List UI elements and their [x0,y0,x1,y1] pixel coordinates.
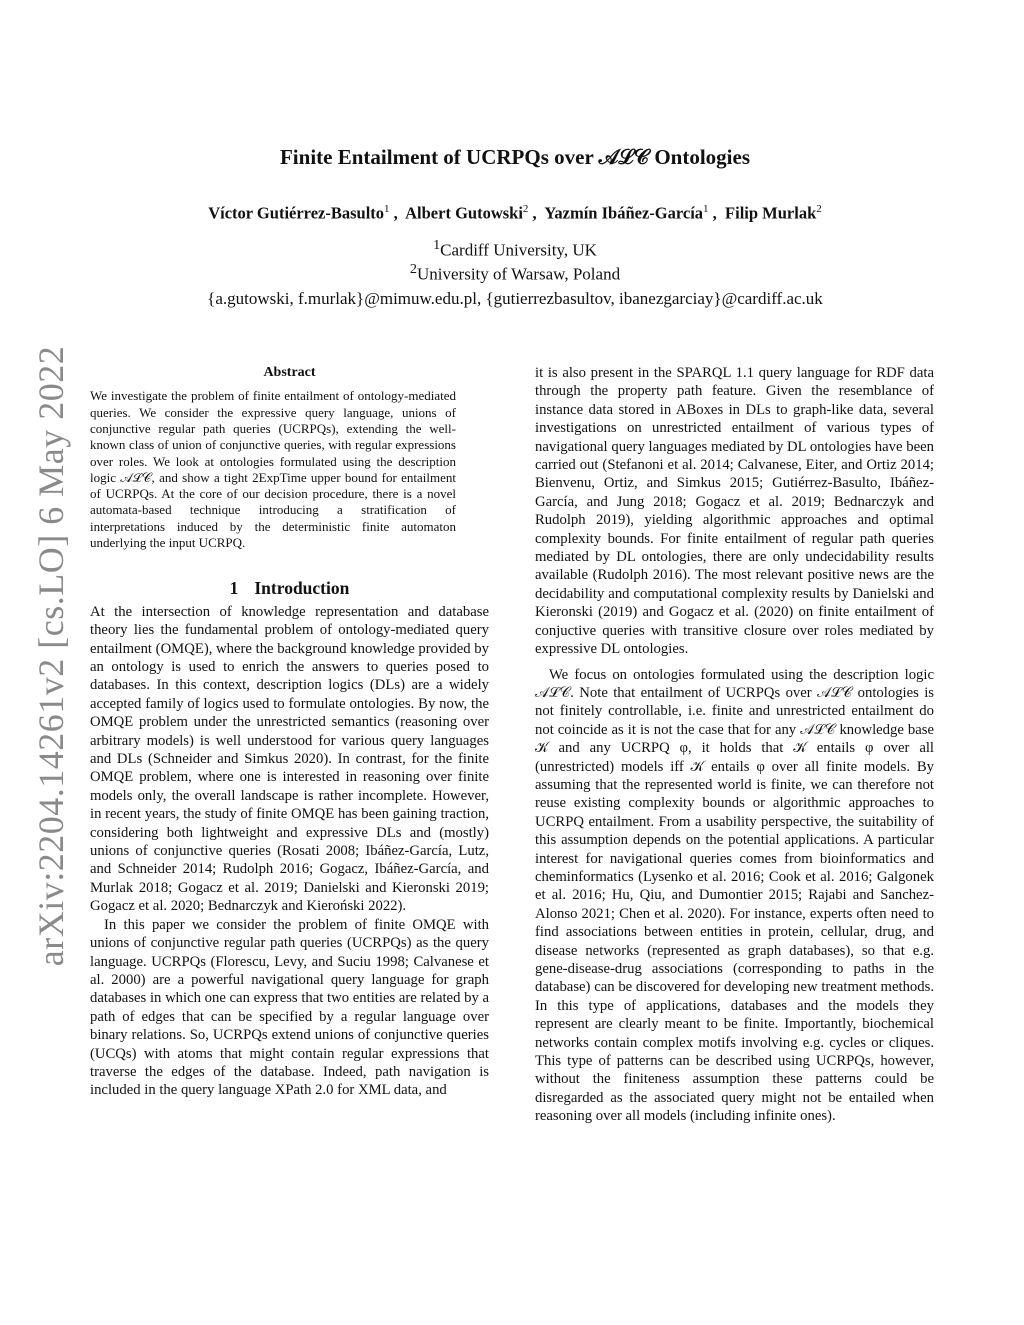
author-name: Víctor Gutiérrez-Basulto [208,203,385,223]
section-heading-introduction [90,579,489,597]
intro-paragraph-2: In this paper we consider the problem of finite OMQE with unions of conjunctive regular path queries (UCRPQs) as the query language. UCRPQs (Florescu, Levy, and Suciu 1998; Calvanese et al. 2000) are a powerful navigational query language for graph databases in which one can express that two entities are related by a path of edges that can be specified by a regular language over binary relations. So, UCRPQs extend unions of conjunctive queries (UCQs) with atoms that might contain regular expressions that traverse the edges of the database. Indeed, path navigation is included in the query language XPath 2.0 for XML data, and [90,916,489,1099]
affiliation-2 [90,257,940,287]
paper-title: Finite Entailment of UCRPQs over 𝒜ℒ𝒞 Ontologies [279,145,751,169]
section-number: 1 [229,578,239,599]
author-emails: {a.gutowski, f.murlak}@mimuw.edu.pl, {gutierrezbasultov, ibanezgarciay}@cardiff.ac.uk [207,289,823,308]
affil-text: Cardiff University, UK [440,240,597,260]
author-affil-mark: 1 [384,203,390,215]
abstract-text: We investigate the problem of finite entailment of ontology-mediated queries. We consider the expressive query language, unions of conjunctive regular path queries (UCRPQs), extending the well-known class of union of conjunctive queries, with regular expressions over roles. We look at ontologies formulated using the description logic 𝒜ℒ𝒞, and show a tight 2ExpTime upper bound for entailment of UCRPQs. At the core of our decision procedure, there is a novel automata-based technique introducing a stratification of interpretations induced by the deterministic finite automaton underlying the input UCRPQ. [90,388,456,551]
author-affil-mark: 2 [816,203,822,215]
left-column [90,364,489,1100]
arxiv-id-text: arXiv:2204.14261v2 [cs.LO] 6 May 2022 [31,345,72,967]
abstract-heading: Abstract [263,365,316,380]
section-title: Introduction [254,578,350,599]
intro-paragraph-1: At the intersection of knowledge representation and database theory lies the fundamental problem of ontology-mediated query entailment (OMQE), where the background knowledge provided by an ontology is used to enrich the answers to queries posed to databases. In this context, description logics (DLs) are a widely accepted family of logics used to formulate ontologies. By now, the OMQE problem under the unrestricted semantics (reasoning over arbitrary models) is well understood for various query languages and DLs (Schneider and Simkus 2020). In contrast, for the finite OMQE problem, where one is interested in reasoning over finite models only, the overall landscape is rather incomplete. However, in recent years, the study of finite OMQE has been gaining traction, considering both lightweight and expressive DLs and (mostly) unions of conjunctive queries (Rosati 2008; Ibáñez-García, Lutz, and Schneider 2014; Rudolph 2016; Gogacz, Ibáñez-García, and Murlak 2018; Gogacz et al. 2019; Danielski and Kieronski 2019; Gogacz et al. 2020; Bednarczyk and Kieroński 2022). [90,603,489,915]
intro-paragraph-3: it is also present in the SPARQL 1.1 query language for RDF data through the property path feature. Given the resemblance of instance data stored in ABoxes in DLs to graph-like data, several investigations on unrestricted entailment of various types of navigational query languages mediated by DL ontologies have been carried out (Stefanoni et al. 2014; Calvanese, Eiter, and Ortiz 2014; Bienvenu, Ortiz, and Simkus 2015; Gutiérrez-Basulto, Ibáñez-García, and Jung 2018; Gogacz et al. 2019; Bednarczyk and Rudolph 2019), yielding algorithmic approaches and optimal complexity bounds. For finite entailment of regular path queries mediated by DL ontologies, there are only undecidability results available (Rudolph 2016). The most relevant positive news are the decidability and computational complexity results by Danielski and Kieronski (2019) and Gogacz et al. (2020) on finite entailment of conjuctive queries with transitive closure over roles mediated by expressive DL ontologies. [535,365,934,658]
arxiv-identifier-sidebar [30,345,72,967]
author-affil-mark: 2 [522,203,529,215]
author-list: Víctor Gutiérrez-Basulto$^1$ , Albert Gutowski$^2$ , Yazmín Ibáñez-García$^1$ , Filip Murlak$^2$ [208,203,822,223]
author-name: Albert Gutowski [405,203,523,223]
right-column [535,364,934,1126]
author-name: Yazmín Ibáñez-García [544,203,704,223]
author-name: Filip Murlak [725,203,817,223]
affil-text: University of Warsaw, Poland [417,264,621,284]
author-affil-mark: 1 [703,203,709,215]
affil-num: 2 [409,261,417,277]
affil-num: 1 [433,237,441,253]
intro-paragraph-4: We focus on ontologies formulated using the description logic 𝒜ℒ𝒞. Note that entailment of UCRPQs over 𝒜ℒ𝒞 ontologies is not finitely controllable, i.e. finite and unrestricted entailment do not coincide as it is not the case that for any 𝒜ℒ𝒞 knowledge base 𝒦 and any UCRPQ φ, it holds that 𝒦 entails φ over all (unrestricted) models iff 𝒦 entails φ over all finite models. By assuming that the represented world is finite, we can therefore not reuse existing complexity bounds or algorithmic approaches to UCRPQ entailment. From a usability perspective, the suitability of this assumption depends on the potential applications. A particular interest for navigational queries comes from bioinformatics and cheminformatics (Lysenko et al. 2016; Cook et al. 2016; Galgonek et al. 2016; Hu, Qiu, and Dumontier 2015; Rajabi and Sanchez-Alonso 2021; Chen et al. 2020). For instance, experts often need to find associations between entities in protein, cellular, drug, and disease networks (represented as graph databases), so that e.g. gene-disease-drug associations (corresponding to paths in the database) can be discovered for developing new treatment methods. In this type of applications, databases and the models they represent are clearly meant to be finite. Importantly, biochemical networks contain complex motifs involving e.g. cycles or cliques. This type of patterns can be described using UCRPQs, however, without the finiteness assumption these patterns could be disregarded as the associated query might not be entailed when reasoning over all models (including infinite ones). [535,666,934,1125]
